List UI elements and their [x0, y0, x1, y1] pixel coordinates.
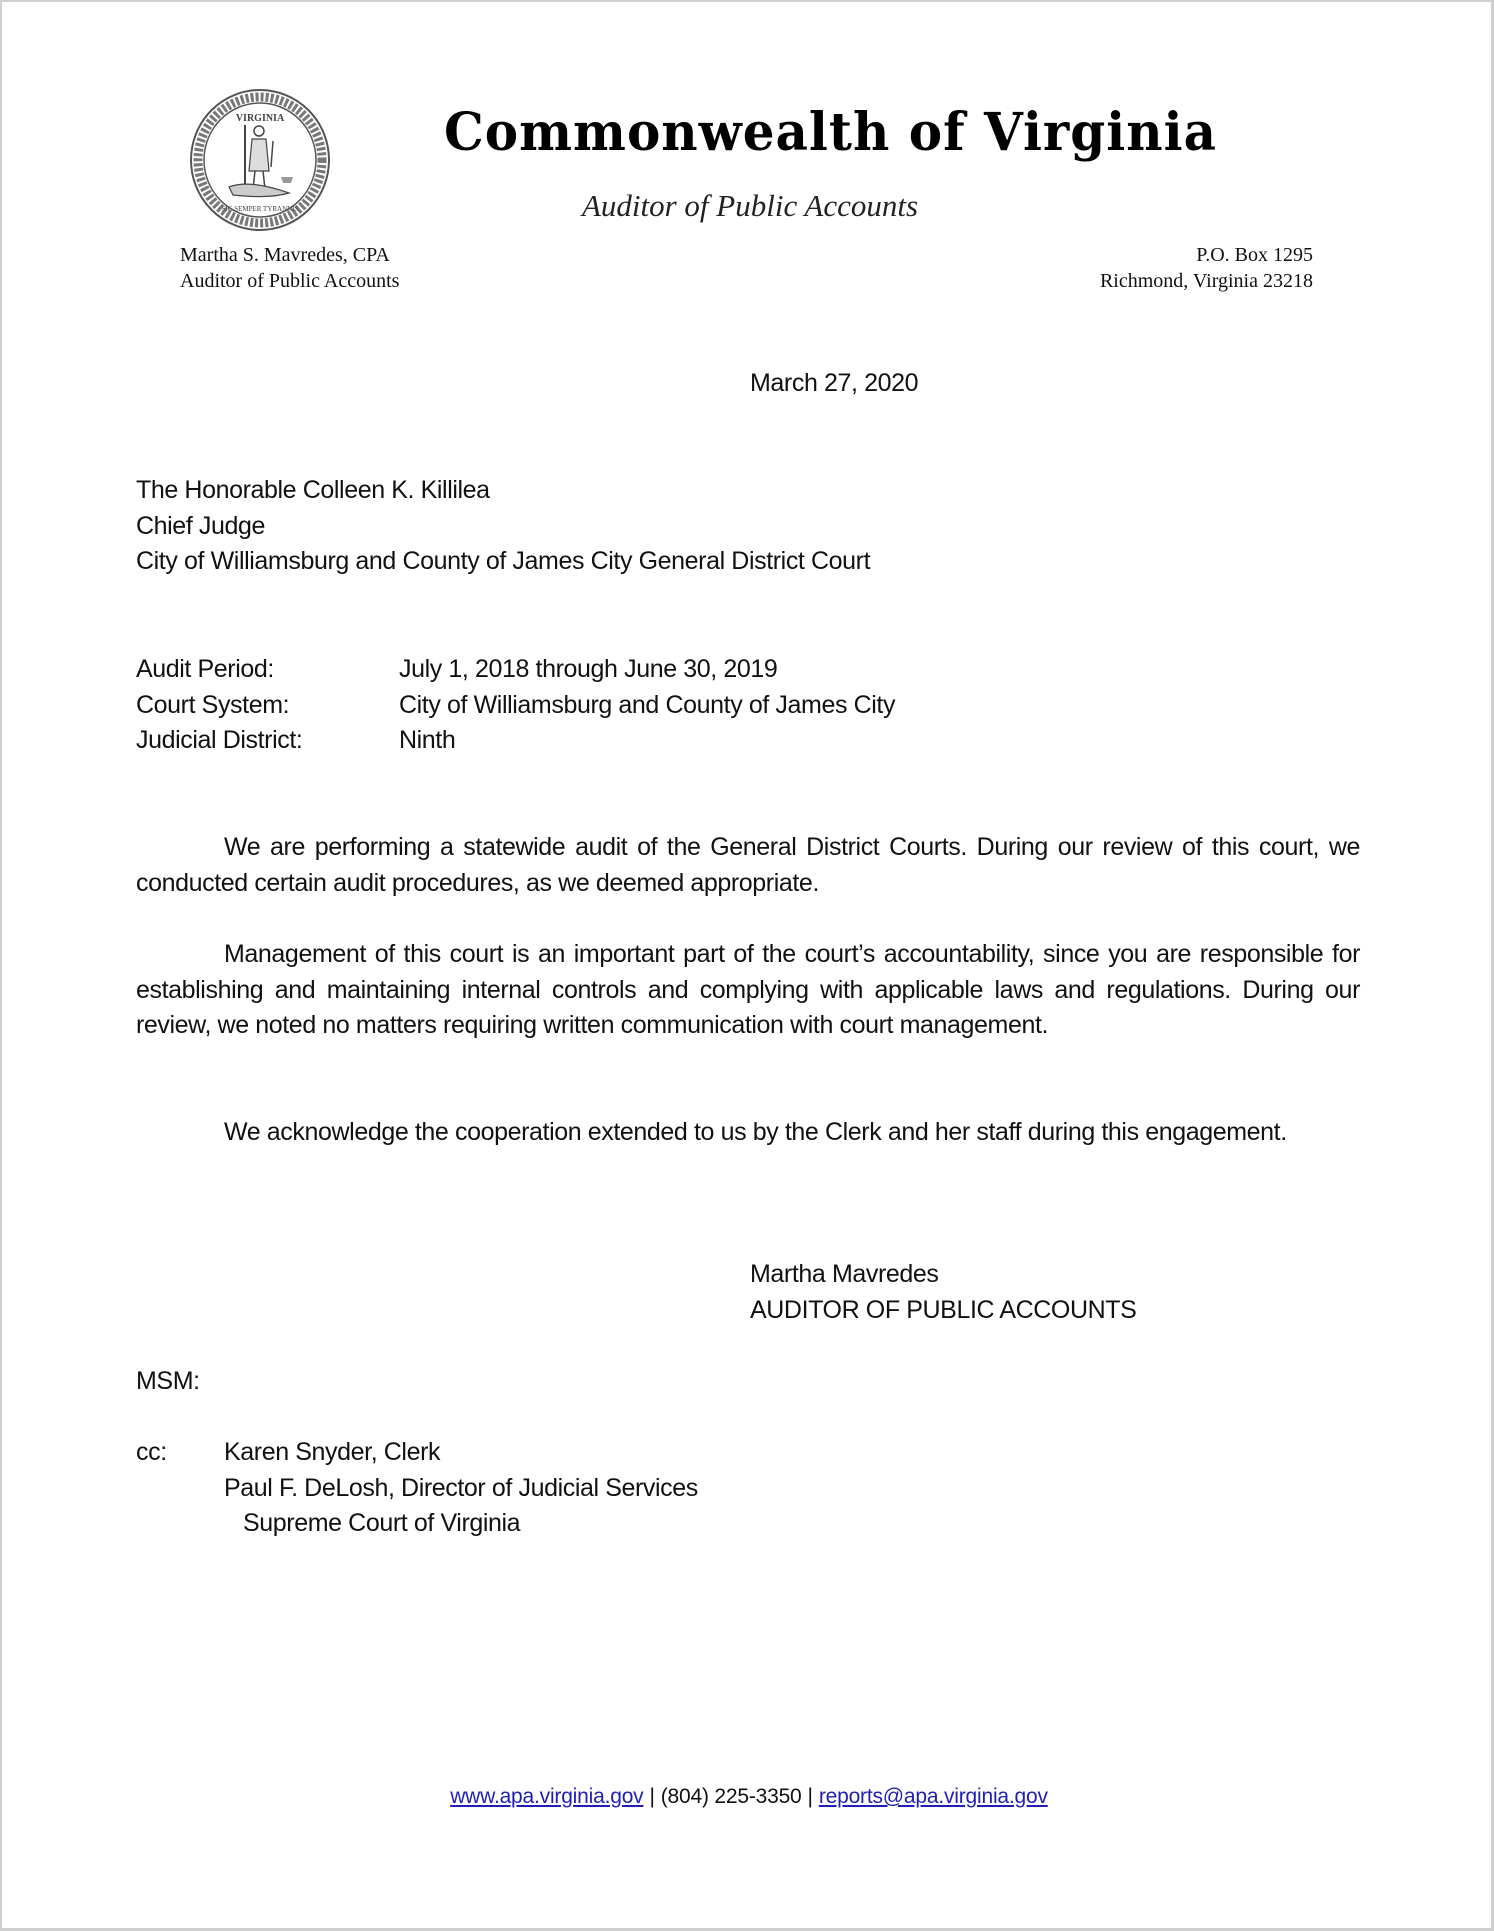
audit-info-value: City of Williamsburg and County of James City	[399, 690, 896, 719]
svg-text:SIC SEMPER TYRANNIS: SIC SEMPER TYRANNIS	[221, 205, 299, 213]
footer-separator: |	[807, 1785, 813, 1808]
letterhead-auditor-block	[180, 242, 399, 294]
body-paragraph-2	[136, 937, 1360, 1044]
footer-contact	[2, 1785, 1494, 1809]
paragraph-text: Management of this court is an important part of the court’s accountability, since you are responsible for establishing and maintaining internal controls and complying with applicable laws and regulations. During our review, we noted no matters requiring written communication with court management.	[136, 940, 1360, 1039]
auditor-title: Auditor of Public Accounts	[180, 270, 400, 292]
addressee-name: The Honorable Colleen K. Killilea	[136, 476, 490, 504]
auditor-name: Martha S. Mavredes, CPA	[180, 244, 390, 266]
typist-initials: MSM:	[136, 1367, 200, 1395]
po-box: P.O. Box 1295	[1196, 244, 1313, 266]
paragraph-text: We are performing a statewide audit of the General District Courts. During our review of this court, we conducted certain audit procedures, as we deemed appropriate.	[136, 833, 1360, 897]
signer-title: AUDITOR OF PUBLIC ACCOUNTS	[750, 1295, 1137, 1324]
cc-row	[136, 1506, 698, 1542]
cc-row	[136, 1471, 698, 1507]
phone-number: (804) 225-3350	[660, 1785, 802, 1808]
audit-info-label: Judicial District:	[136, 726, 303, 754]
cc-recipient: Karen Snyder, Clerk	[224, 1438, 441, 1466]
addressee-title: Chief Judge	[136, 511, 266, 540]
signature-block	[750, 1257, 1136, 1328]
cc-label: cc:	[136, 1438, 167, 1466]
cc-block	[136, 1435, 698, 1542]
audit-info-value: Ninth	[399, 726, 456, 754]
website-link[interactable]: www.apa.virginia.gov	[450, 1785, 644, 1808]
letterhead-title: Commonwealth of Virginia	[444, 100, 1217, 163]
audit-info-label: Court System:	[136, 690, 290, 719]
audit-info-table	[136, 652, 895, 759]
body-paragraph-3	[136, 1115, 1360, 1151]
email-link[interactable]: reports@apa.virginia.gov	[818, 1785, 1048, 1808]
letterhead-address-block	[1100, 242, 1313, 294]
addressee-block	[136, 473, 870, 580]
cc-row	[136, 1435, 698, 1471]
city-state-zip: Richmond, Virginia 23218	[1099, 270, 1313, 292]
audit-info-row	[136, 723, 895, 759]
cc-recipient-organization: Supreme Court of Virginia	[243, 1509, 521, 1537]
audit-info-row	[136, 688, 895, 724]
svg-text:VIRGINIA: VIRGINIA	[235, 113, 285, 124]
audit-info-label: Audit Period:	[136, 655, 274, 683]
letter-date: March 27, 2020	[750, 369, 919, 397]
cc-recipient: Paul F. DeLosh, Director of Judicial Services	[224, 1473, 698, 1502]
paragraph-text: We acknowledge the cooperation extended to us by the Clerk and her staff during this engagement.	[224, 1118, 1287, 1146]
letterhead-subtitle: Auditor of Public Accounts	[581, 188, 919, 223]
virginia-state-seal-icon	[189, 89, 331, 231]
footer-separator: |	[649, 1785, 655, 1808]
signer-name: Martha Mavredes	[750, 1260, 939, 1288]
addressee-court: City of Williamsburg and County of James City General District Court	[136, 547, 871, 575]
body-paragraph-1	[136, 830, 1360, 901]
audit-info-row	[136, 652, 895, 688]
audit-info-value: July 1, 2018 through June 30, 2019	[399, 655, 778, 683]
